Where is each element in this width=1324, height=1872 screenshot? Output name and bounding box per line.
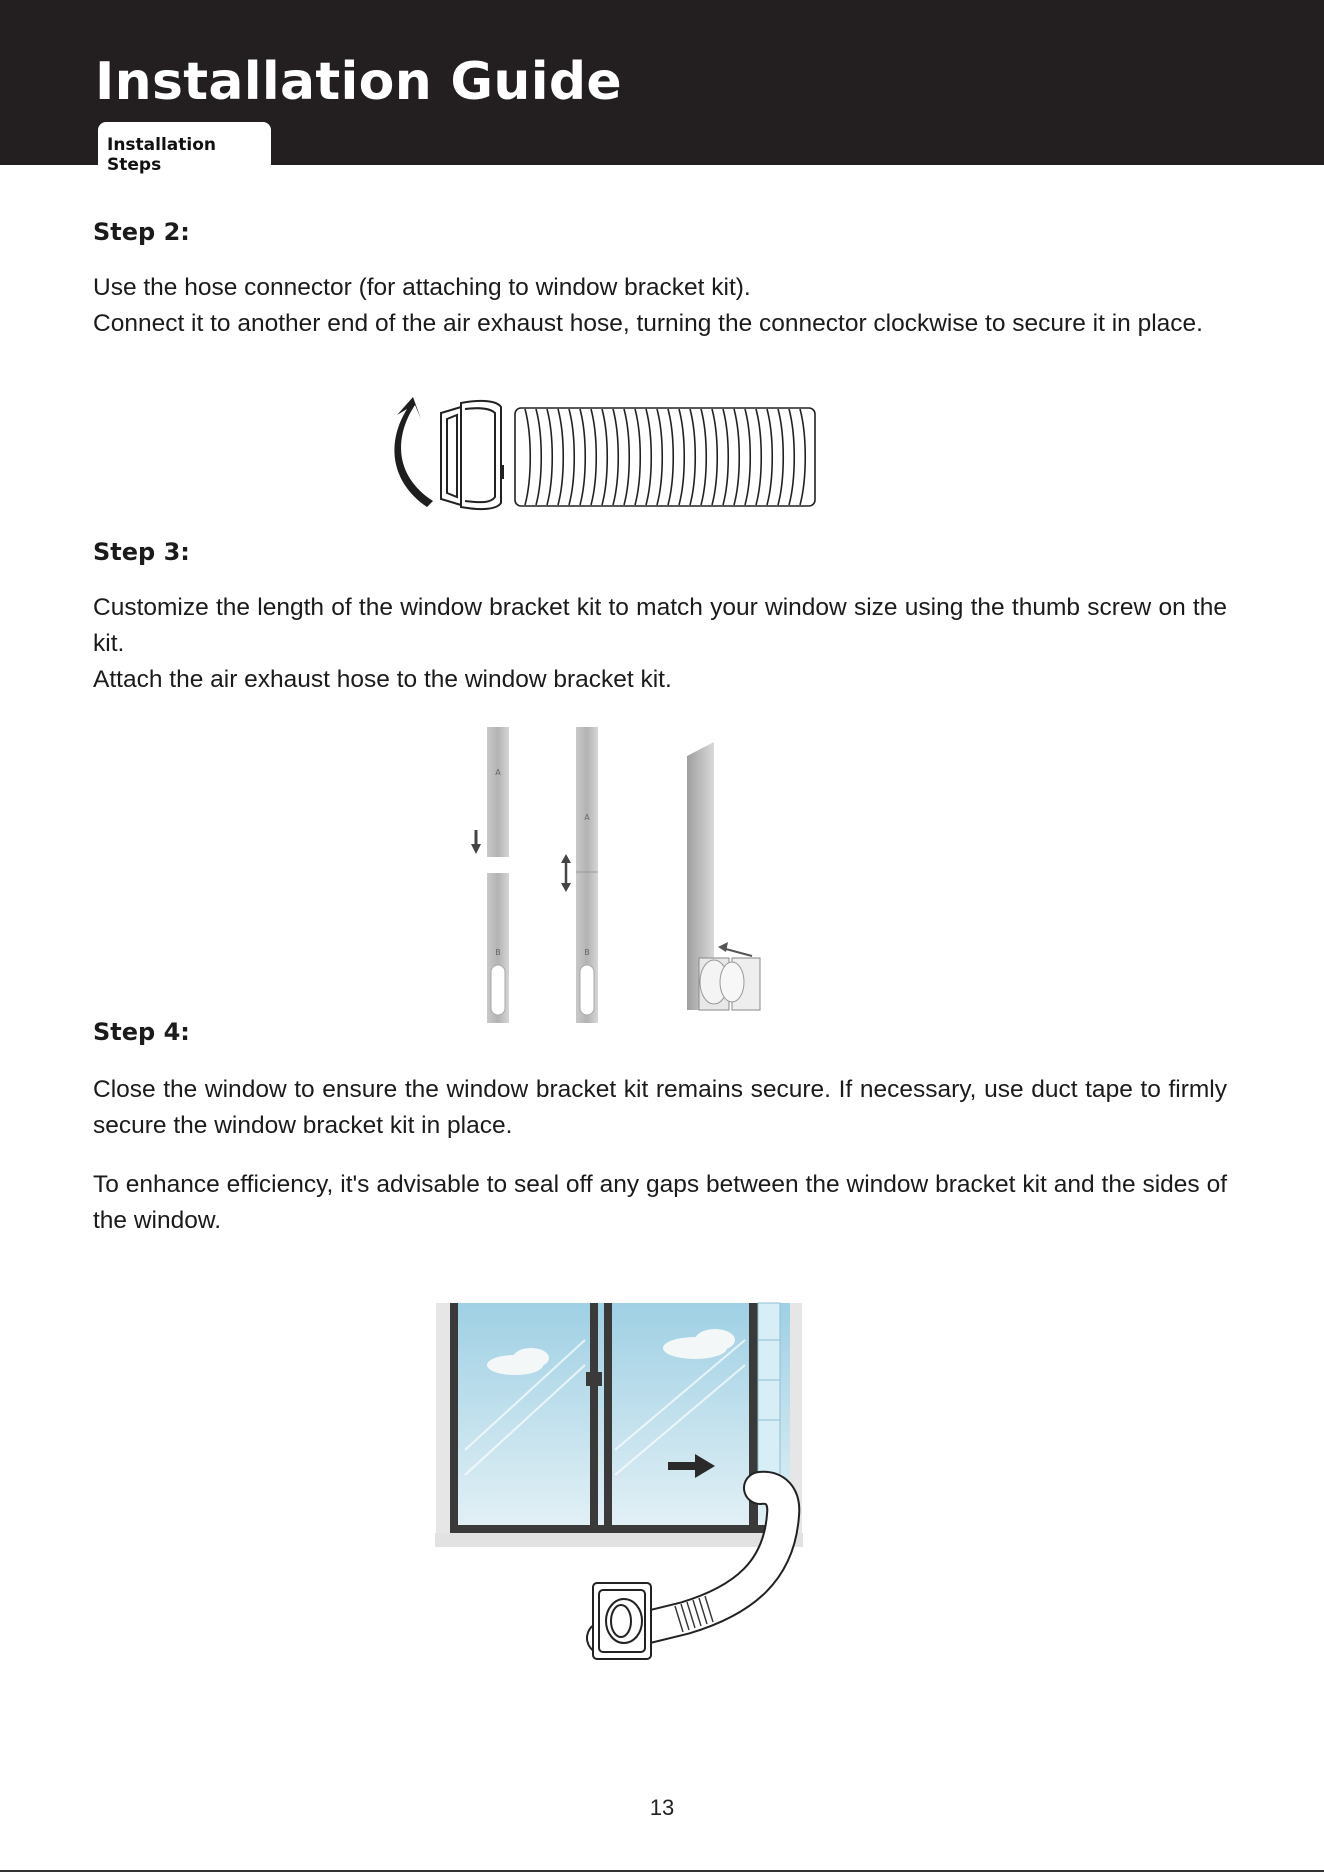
step-4-heading: Step 4: xyxy=(93,1018,190,1046)
panel-label-a: A xyxy=(495,768,501,777)
page-number: 13 xyxy=(649,1795,675,1820)
header-bar xyxy=(0,0,1324,175)
bracket-with-adapter xyxy=(687,742,760,1010)
step-3-line-1: Customize the length of the window bracket kit to match your window size using the thumb screw on the kit. xyxy=(93,594,1227,657)
step-3-heading: Step 3: xyxy=(93,538,190,566)
rotate-arrow-icon xyxy=(394,397,433,507)
panel-label-a-joined: A xyxy=(584,813,590,822)
step-3-line-2: Attach the air exhaust hose to the window bracket kit. xyxy=(93,666,672,693)
panel-label-b: B xyxy=(495,948,501,957)
step-3-text xyxy=(93,590,1227,698)
section-tab xyxy=(98,122,271,175)
step-2-line-2: Connect it to another end of the air exhaust hose, turning the connector clockwise to secure it in place. xyxy=(93,310,1203,337)
attach-arrow-icon xyxy=(718,942,752,956)
window-bracket-kit-illustration xyxy=(460,720,780,1030)
adjust-arrow-icon xyxy=(561,854,571,892)
step-4-text-1: Close the window to ensure the window bracket kit remains secure. If necessary, use duct tape to firmly secure the window bracket kit in place. xyxy=(93,1076,1227,1139)
bracket-panel-joined xyxy=(576,727,598,1023)
wall-adapter-icon xyxy=(593,1583,651,1659)
connector-icon xyxy=(441,401,503,509)
window-frame xyxy=(435,1303,803,1547)
step-2-text xyxy=(93,270,1227,342)
bracket-panel-separated xyxy=(487,727,509,1023)
hose-connector-illustration xyxy=(385,395,845,515)
step-2-heading: Step 2: xyxy=(93,218,190,246)
panel-label-b-joined: B xyxy=(584,948,590,957)
step-4-text-2: To enhance efficiency, it's advisable to seal off any gaps between the window bracket kit and the sides of the window. xyxy=(93,1171,1227,1234)
page-title: Installation Guide xyxy=(95,52,622,112)
down-arrow-icon xyxy=(471,830,481,854)
window-install-illustration xyxy=(435,1300,810,1665)
section-tab-label: Installation Steps xyxy=(107,135,217,175)
step-2-line-1: Use the hose connector (for attaching to window bracket kit). xyxy=(93,274,751,301)
